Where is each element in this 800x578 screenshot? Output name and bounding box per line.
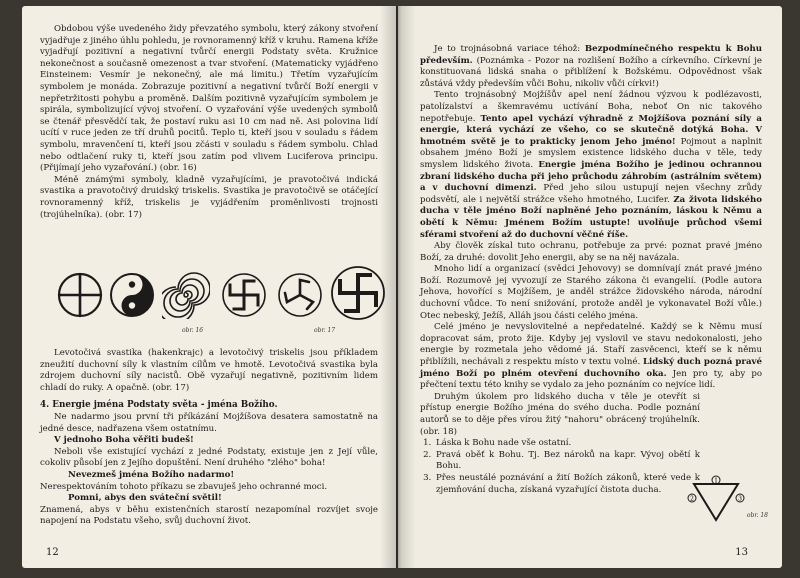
- paragraph: [420, 90, 762, 241]
- list-item: 1. Láska k Bohu nade vše ostatní.: [434, 438, 700, 450]
- text-run: Tento trojnásobný Mojžíšův apel není žádnou výzvou k podlézavosti, patolízalství a škemravému uctívání Boha, neboť On nic takového nepotřebuje.: [420, 90, 762, 124]
- cross-in-circle-icon: [56, 271, 104, 319]
- page-number-left: 12: [46, 547, 59, 558]
- text-run-bold: Lidský duch pozná pravé jméno Boží po plném otevření duchovního oka.: [420, 357, 762, 379]
- left-text-top: [40, 24, 378, 221]
- triangle-label-2: 2: [690, 495, 694, 503]
- left-page: [22, 6, 396, 568]
- yin-yang-icon: [108, 271, 156, 319]
- list-item: 3. Přes neustálé poznávání a žití Božích zákonů, které vede k zjemňování ducha, získaná vyzařující čistota ducha.: [434, 473, 700, 496]
- paragraph: [420, 44, 762, 90]
- fig16-caption: obr. 16: [182, 327, 204, 334]
- spiral-icon: [162, 271, 210, 319]
- fig18-caption: obr. 18: [746, 512, 768, 519]
- commandment-2: Nevezmeš jména Božího nadarmo!: [68, 469, 235, 480]
- text-run: Celé jméno je nevyslovitelné a nepředatelné. Každý se k Němu musí dopracovat sám, proto žije. Kdyby jej vyslovil ve stavu nedokonalosti, jeho energie by rozmetala jeho vědomé já. Staří zasvěcenci, kteří se k němu přiblížili, nechávali z respektu místo v textu volné.: [420, 322, 762, 368]
- commandment-1: V jednoho Boha věřiti budeš!: [54, 435, 194, 446]
- text-run-bold: Bezpodmínečného respektu k Bohu především.: [420, 44, 762, 66]
- paragraph: Znamená, abys v běhu existenčních starostí nezapomínal rozvíjet svoje napojení na Podstatu všeho, svůj duchovní život.: [40, 504, 378, 527]
- text-run: Před jeho silou ustupují nejen všechny zrůdy podsvětí, ale i největší strážce všeho hmotného, Lucifer.: [420, 183, 762, 205]
- paragraph: Méně známými symboly, kladně vyzařujícími, je pravotočivá indická svastika a pravotočivý druidský triskelis. Svastika je pravotočivě se otáčející rovnoramenný kříž, triskelis je vyjádřením proměnlivosti trojnosti (trojúhelníka). (obr. 17): [40, 174, 378, 220]
- text-run: Je to trojnásobná variace téhož:: [434, 44, 585, 54]
- list-item: 2. Pravá oběť k Bohu. Tj. Bez nároků na kapr. Vývoj obětí k Bohu.: [434, 450, 700, 473]
- triangle-label-3: 3: [738, 495, 742, 503]
- text-run-bold: Za života lidského ducha v těle jméno Boží naplněné Jeho poznáním, láskou k Němu a obětí k Němu: Jménem Božím ustupte! uvolňuje průchod všemi sférami stvoření až do duchovní věčné říše.: [420, 194, 762, 240]
- paragraph: Obdobou výše uvedeného židy převzatého symbolu, který zákony stvoření vyjadřuje z jiného úhlu pohledu, je rovnoramenný kříž v kruhu. Ramena kříže vyjadřují pozitivní a negativní tvůrčí energii Podstaty světa. Kružnice nekonečnost a současně omezenost a tvar stvoření. (Matematicky vyjádřeno Einsteinem: Vesmír je nekonečný, ale má limitu.) Třetím vyzařujícím symbolem je monáda. Zobrazuje pozitivní a negativní tvůrčí Boží energii v nepřetržitosti pohybu a proměně. Dalším pozitivně vyzařujícím symbolem je spirála, symbolizující vývoj stvoření. O vyzařování výše uvedených symbolů se čtenář přesvědčí tak, že postaví ruku asi 10 cm nad ně. Asi polovina lidí ucítí v ruce jeden ze tří druhů pocitů. Teplo ti, kteří jsou v souladu s řádem symbolu, mravenčení ti, kteří jsou zčásti v souladu s řádem symbolu. Chlad nebo odtlačení ruky ti, kteří jsou zatím pod vlivem Luciferova principu. (Přijímají jeho vyzařování.) (obr. 16): [40, 24, 378, 174]
- paragraph: Aby člověk získal tuto ochranu, potřebuje za prvé: poznat pravé jméno Boží, za druhé: dovolit Jeho energii, aby se na něj navázala.: [420, 241, 762, 263]
- fig17-caption: obr. 17: [314, 327, 336, 334]
- paragraph: [420, 322, 762, 392]
- text-run: Pojmout a naplnit obsahem jméno Boží je smyslem existence lidského ducha v těle, tedy smyslem lidského života.: [420, 136, 763, 170]
- paragraph: Neboli vše existující vychází z jedné Podstaty, existuje jen z Její vůle, cokoliv působí jen z Jejího dopuštění. Není druhého "zlého" boha!: [40, 446, 378, 469]
- triskelion-icon: [276, 271, 324, 319]
- paragraph: Levotočivá svastika (hakenkrajc) a levotočivý triskelis jsou příkladem zneužití duchovní síly k vlastním cílům ve hmotě. Levotočivá svastika byla zdrojem duchovní síly nacistů. Obě vyzařují negativně, pozitivním lidem chladí do ruky. A opačně. (obr. 17): [40, 348, 378, 393]
- paragraph: Mnoho lidí a organizací (svědci Jehovovy) se domnívají znát pravé jméno Boží. Rozumově jej vyvozují ze Starého zákona či evangelií. (Podle autora Jehova, hovořící s Mojžíšem, je anděl strážce židovského národa, národní duchovní vůdce. To není snižování, protože anděl je vykonavatel Boží vůle.) Otec nebeský, Ježíš, Alláh jsou části celého jména.: [420, 264, 762, 321]
- paragraph: Nerespektováním tohoto příkazu se zbavuješ jeho ochranné moci.: [40, 481, 328, 492]
- left-text-bottom: [40, 348, 378, 528]
- paragraph: Druhým úkolem pro lidského ducha v těle je otevřít si přístup energie Božího jména do svého ducha. Podle poznání autorů se to děje přes vírou žitý "nahoru" obrácený trojúhelník. (obr. 18): [420, 391, 700, 437]
- text-run-bold: Tento apel vychází výhradně z Mojžíšova poznání síly a energie, která vychází ze všeho, co se skutečně dotýká Boha. V hmotném světě je to prakticky jenom Jeho jméno!: [420, 113, 762, 147]
- triangle-label-1: 1: [714, 477, 718, 485]
- text-run: (Poznámka - Pozor na rozlišení Božího a církevního. Církevní je konstituovaná lidská snaha o přiblížení k Božskému. Odpovědnost však zůstává vždy především vůči Bohu, nikoliv vůči církvi!): [420, 55, 762, 89]
- right-page: [398, 6, 782, 568]
- steps-list: [420, 438, 700, 496]
- text-run-bold: Energie jména Božího je jedinou ochrannou zbraní lidského ducha při jeho průchodu záhrobím (astrálním světem) a v duchovní dimenzi.: [420, 159, 762, 194]
- right-text: [420, 44, 762, 496]
- page-number-right: 13: [735, 547, 748, 558]
- section-heading: 4. Energie jména Podstaty světa - jména Božího.: [40, 400, 278, 411]
- commandment-3: Pomni, abys den sváteční světil!: [68, 493, 222, 504]
- large-swastika-icon: [330, 265, 386, 321]
- symbols-figure: [52, 265, 382, 341]
- small-swastika-icon: [220, 271, 268, 319]
- inverted-triangle-figure: [686, 474, 746, 530]
- text-run: Jen pro ty, aby po přečtení textu této knihy se vydalo za jeho poznáním co nejvíce lidí.: [420, 368, 762, 391]
- paragraph: Ne nadarmo jsou první tři příkázání Mojžíšova desatera samostatně na jedné desce, nadřazena všem ostatnímu.: [40, 411, 378, 434]
